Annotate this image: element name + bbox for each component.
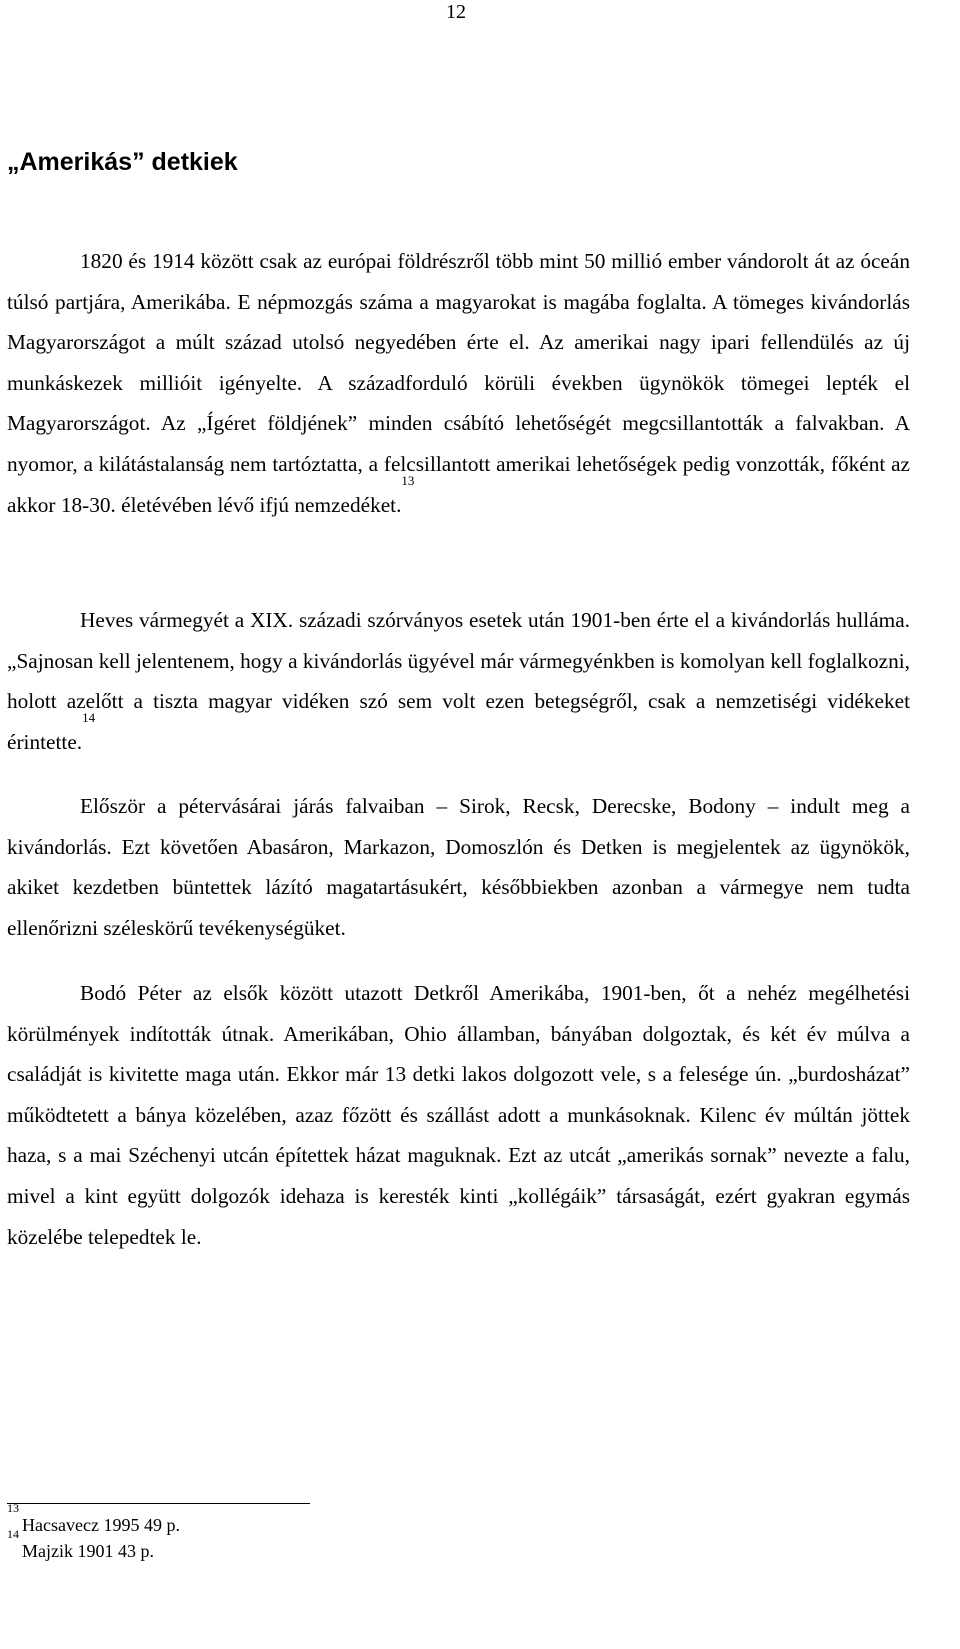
paragraph-4 (7, 973, 910, 1257)
paragraph-4-text: Bodó Péter az elsők között utazott Detkről Amerikába, 1901-ben, őt a nehéz megélhetési körülmények indították útnak. Amerikában, Ohio államban, bányában dolgoztak, és két év múlva a családját is kivitette maga után. Ekkor már 13 detki lakos dolgozott vele, s a felesége ún. „burdosházat” működtetett a bánya közelében, azaz főzött és szállást adott a munkásoknak. Kilenc év múltán jöttek haza, s a mai Széchenyi utcán építettek házat maguknak. Ezt az utcát „amerikás sornak” nevezte a falu, mivel a kint együtt dolgozók idehaza is keresték kinti „kollégáik” társaságát, ezért gyakran egymás közelébe telepedtek le. (7, 981, 910, 1249)
footnote-ref-14[interactable]: 14 (82, 709, 96, 725)
footnote-text: Majzik 1901 43 p. (22, 1541, 154, 1561)
footnote-ref-13[interactable]: 13 (401, 472, 415, 488)
footnote-text: Hacsavecz 1995 49 p. (22, 1515, 180, 1535)
paragraph-2-text: Heves vármegyét a XIX. századi szórványos esetek után 1901-ben érte el a kivándorlás hulláma. „Sajnosan kell jelentenem, hogy a kivándorlás ügyével már vármegyénkben is komolyan kell foglalkozni, holott azelőtt a tiszta magyar vidéken szó sem volt ezen betegségről, csak a nemzetiségi vidékeket érintette. (7, 608, 910, 754)
paragraph-1 (7, 241, 910, 525)
paragraph-3-text: Először a pétervásárai járás falvaiban – Sirok, Recsk, Derecske, Bodony – indult meg a kivándorlás. Ezt követően Abasáron, Markazon, Domoszlón és Detken is megjelentek az ügynökök, akiket kezdetben büntettek lázító magatartásukért, későbbiekben azonban a vármegye nem tudta ellenőrizni széleskörű tevékenységüket. (7, 794, 910, 940)
chapter-title: „Amerikás” detkiek (7, 148, 238, 176)
paragraph-1-text: 1820 és 1914 között csak az európai földrészről több mint 50 millió ember vándorolt át az óceán túlsó partjára, Amerikába. E népmozgás száma a magyarokat is magába foglalta. A tömeges kivándorlás Magyarországot a múlt század utolsó negyedében érte el. Az amerikai nagy ipari fellendülés az új munkáskezek millióit igényelte. A századforduló körüli években ügynökök tömegei lepték el Magyarországot. Az „Ígéret földjének” minden csábító lehetőségét megcsillantották a falvakban. A nyomor, a kilátástalanság nem tartóztatta, a felcsillantott amerikai lehetőségek pedig vonzották, főként az akkor 18-30. életévében lévő ifjú nemzedéket. (7, 249, 910, 517)
footnote-divider (7, 1503, 310, 1504)
footnote-14 (7, 1527, 180, 1564)
footnote-13 (7, 1501, 180, 1538)
paragraph-3 (7, 786, 910, 948)
page-number: 12 (446, 1, 466, 23)
footnotes (7, 1501, 180, 1564)
footnote-number: 13 (7, 1501, 19, 1515)
footnote-number: 14 (7, 1527, 19, 1541)
paragraph-2 (7, 600, 910, 762)
